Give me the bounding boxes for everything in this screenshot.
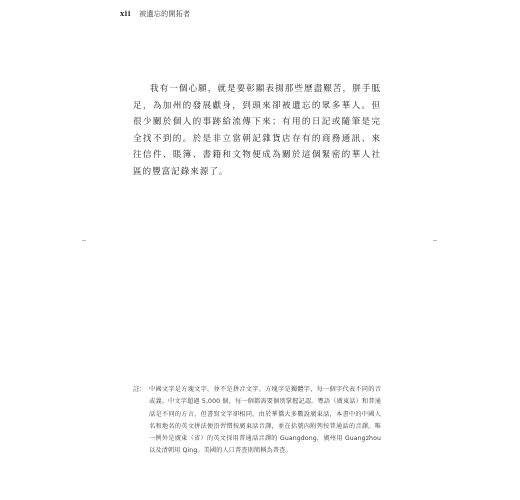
footnote-label: 註： [133,386,146,393]
footnote [133,384,381,458]
page-number: xii [120,9,131,18]
footnote-text: 中國文字是方塊文字，並不是拼音文字。方塊字是獨體字，每一個字代表不同的音或義。中文字超過 5,000 個，每一個都需要個別掌握記認。粵語（廣東話）和普通話是不同的方言，但書寫文字卻相同。由於華僑大多數說廣東話，本書中的中國人名和地名的英文拼法便沿習慣按廣東話音譯，並在括號內附列按普通話的音譯。唯一例外是廣東（省）的英文採用普通話音譯的 Guangdong，廣州用 Guangzhou 以及清朝用 Qing。美國的人口普查則簡稱為普查。 [149,386,381,455]
running-head [120,9,190,19]
crop-mark-right [433,240,437,241]
crop-mark-left [82,240,86,241]
body-paragraph: 我有一個心願，就是要彰顯表揚那些歷盡艱苦，胼手胝足，為加州的發展獻身，到頭來卻被遺忘的眾多華人。但很少關於個人的事跡給流傳下來；有用的日記或隨筆是完全找不到的。於是非立當朝記雜貨店存有的商務通訊、來往信件、賬簿、書籍和文物便成為關於這個緊密的華人社區的豐富記錄來源了。 [133,84,381,177]
running-head-title: 被遺忘的開拓者 [139,10,191,18]
